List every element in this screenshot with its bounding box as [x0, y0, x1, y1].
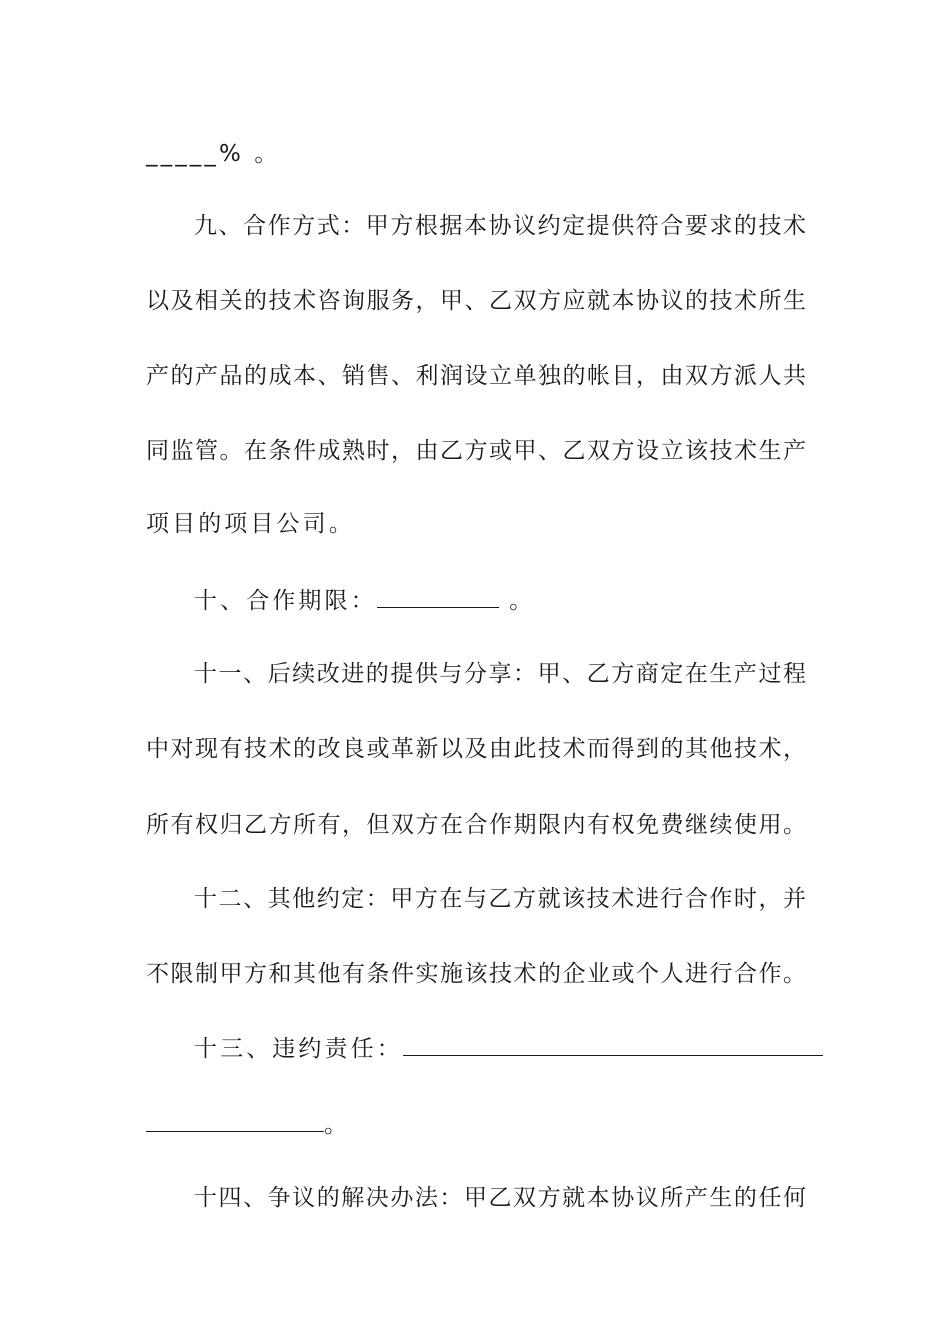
breach-blank-2 — [146, 1111, 324, 1132]
clause-13-line-2 — [146, 1110, 806, 1140]
term-blank — [377, 587, 499, 608]
clause-10-line — [194, 586, 806, 616]
clause-11-line-1: 十一、后续改进的提供与分享：甲、乙方商定在生产过程 — [194, 661, 806, 687]
clause-12-line-1: 十二、其他约定：甲方在与乙方就该技术进行合作时，并 — [194, 886, 806, 912]
clause-10-suffix: 。 — [498, 588, 536, 614]
clause-9-line-3: 产的产品的成本、销售、利润设立单独的帐目，由双方派人共 — [146, 363, 806, 389]
clause-13-suffix: 。 — [324, 1112, 351, 1138]
clause-11-line-3: 所有权归乙方所有，但双方在合作期限内有权免费继续使用。 — [146, 812, 806, 838]
breach-blank-1 — [403, 1035, 823, 1056]
clause-9-line-4: 同监管。在条件成熟时，由乙方或甲、乙双方设立该技术生产 — [146, 438, 806, 464]
clause-12-line-2: 不限制甲方和其他有条件实施该技术的企业或个人进行合作。 — [146, 961, 806, 987]
clause-9-line-5: 项目的项目公司。 — [146, 511, 355, 537]
clause-11-line-2: 中对现有技术的改良或革新以及由此技术而得到的其他技术， — [146, 736, 806, 762]
clause-13-label: 十三、违约责任： — [194, 1036, 403, 1062]
percent-line: _____% 。 — [146, 141, 281, 167]
clause-14-line-1: 十四、争议的解决办法：甲乙双方就本协议所产生的任何 — [194, 1185, 806, 1211]
clause-13-line-1 — [194, 1034, 806, 1064]
clause-9-line-2: 以及相关的技术咨询服务，甲、乙双方应就本协议的技术所生 — [146, 288, 806, 314]
clause-10-label: 十、合作期限： — [194, 588, 377, 614]
clause-9-line-1: 九、合作方式：甲方根据本协议约定提供符合要求的技术 — [194, 213, 806, 239]
